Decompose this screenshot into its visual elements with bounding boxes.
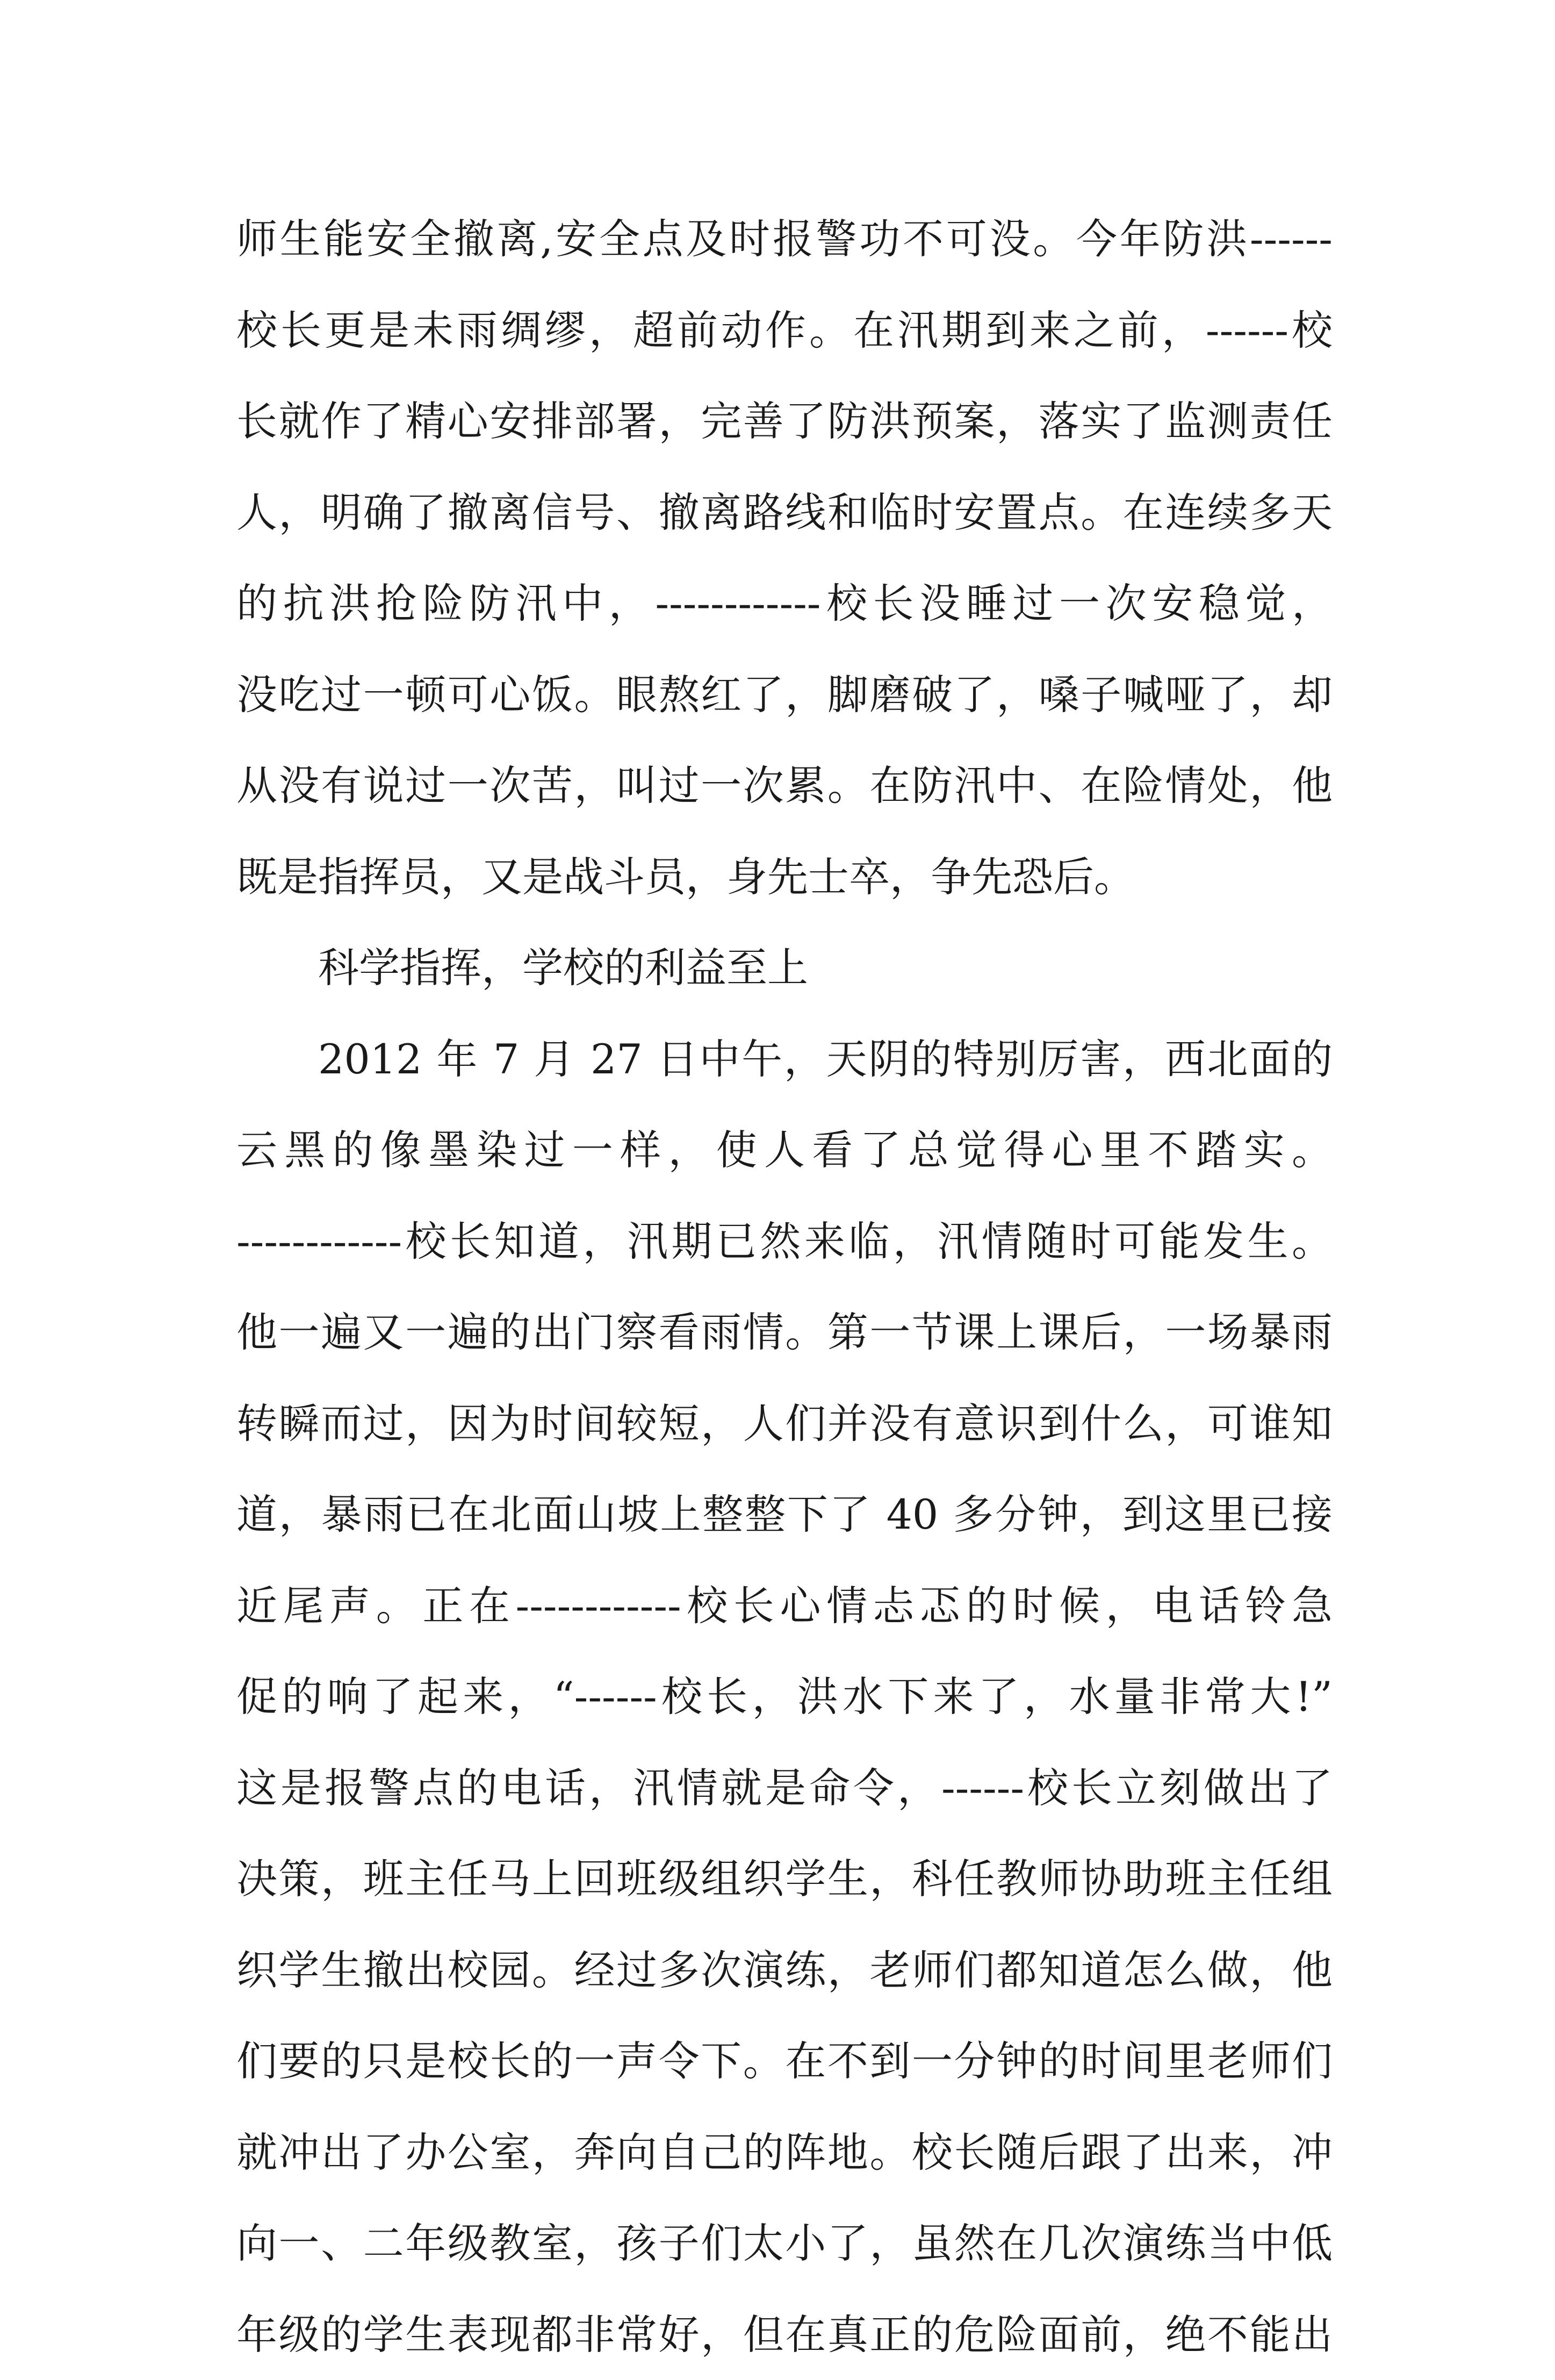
text-line-17: 促的响了起来，“------校长，洪水下来了，水量非常大!”: [236, 1651, 1333, 1743]
text-line-14: 转瞬而过，因为时间较短，人们并没有意识到什么，可谁知: [236, 1378, 1333, 1469]
text-line-19: 决策，班主任马上回班级组织学生，科任教师协助班主任组: [236, 1833, 1333, 1925]
text-line-1: 师生能安全撤离,安全点及时报警功不可没。今年防洪------: [236, 193, 1333, 285]
text-line-3: 长就作了精心安排部署，完善了防洪预案，落实了监测责任: [236, 376, 1333, 467]
text-line-12: ------------校长知道，汛期已然来临，汛情随时可能发生。: [236, 1196, 1333, 1287]
text-line-20: 织学生撤出校园。经过多次演练，老师们都知道怎么做，他: [236, 1925, 1333, 2016]
text-line-10: 2012 年 7 月 27 日中午，天阴的特别厉害，西北面的: [236, 1014, 1333, 1105]
text-line-11: 云黑的像墨染过一样，使人看了总觉得心里不踏实。: [236, 1105, 1333, 1196]
text-line-18: 这是报警点的电话，汛情就是命令，------校长立刻做出了: [236, 1743, 1333, 1834]
text-line-5: 的抗洪抢险防汛中，------------校长没睡过一次安稳觉，: [236, 558, 1333, 649]
text-line-23: 向一、二年级教室，孩子们太小了，虽然在几次演练当中低: [236, 2198, 1333, 2289]
text-line-16: 近尾声。正在------------校长心情忐忑的时候，电话铃急: [236, 1560, 1333, 1652]
text-line-7: 从没有说过一次苦，叫过一次累。在防汛中、在险情处，他: [236, 740, 1333, 831]
text-line-6: 没吃过一顿可心饭。眼熬红了，脚磨破了，嗓子喊哑了，却: [236, 649, 1333, 741]
text-line-15: 道，暴雨已在北面山坡上整整下了 40 多分钟，到这里已接: [236, 1469, 1333, 1560]
section-heading: 科学指挥，学校的利益至上: [236, 922, 1333, 1014]
text-line-13: 他一遍又一遍的出门察看雨情。第一节课上课后，一场暴雨: [236, 1287, 1333, 1378]
text-line-4: 人，明确了撤离信号、撤离路线和临时安置点。在连续多天: [236, 467, 1333, 558]
text-line-22: 就冲出了办公室，奔向自己的阵地。校长随后跟了出来，冲: [236, 2107, 1333, 2198]
text-line-8: 既是指挥员，又是战斗员，身先士卒，争先恐后。: [236, 831, 1333, 923]
text-line-24: 年级的学生表现都非常好，但在真正的危险面前，绝不能出: [236, 2289, 1333, 2380]
body-text: [236, 193, 1333, 2380]
text-line-2: 校长更是未雨绸缪，超前动作。在汛期到来之前，------校: [236, 285, 1333, 376]
text-line-21: 们要的只是校长的一声令下。在不到一分钟的时间里老师们: [236, 2016, 1333, 2107]
